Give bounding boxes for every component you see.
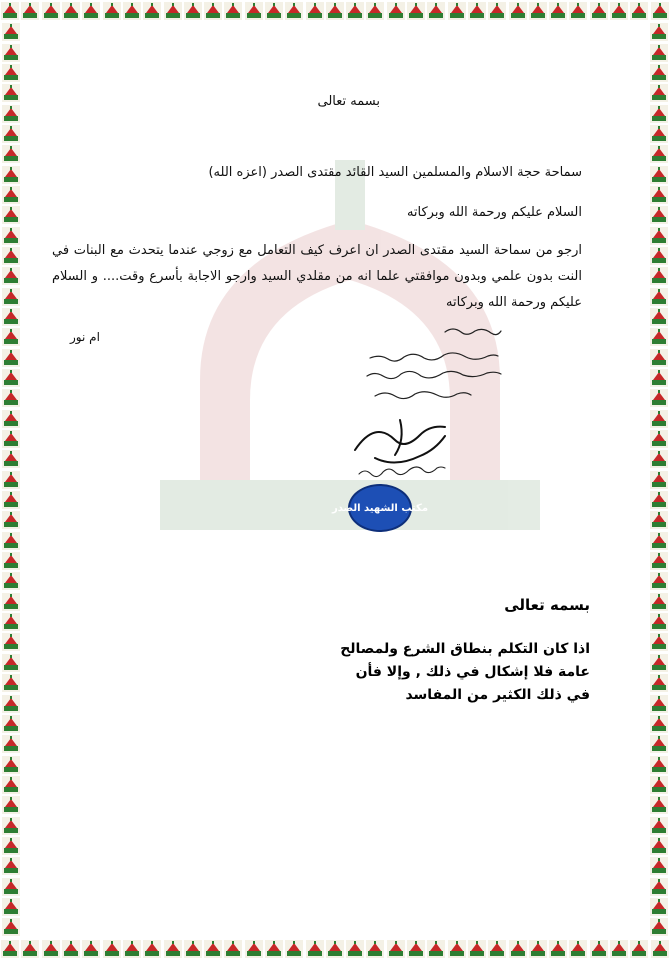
border-mosque-icon xyxy=(407,940,425,958)
border-mosque-icon xyxy=(650,227,668,245)
border-mosque-icon xyxy=(2,227,20,245)
border-mosque-icon xyxy=(245,940,263,958)
border-mosque-icon xyxy=(630,2,648,20)
border-mosque-icon xyxy=(224,940,242,958)
border-mosque-icon xyxy=(224,2,242,20)
border-mosque-icon xyxy=(387,2,405,20)
border-mosque-icon xyxy=(569,2,587,20)
border-mosque-icon xyxy=(21,940,39,958)
border-mosque-icon xyxy=(306,2,324,20)
border-mosque-icon xyxy=(650,288,668,306)
border-mosque-icon xyxy=(2,837,20,855)
border-mosque-icon xyxy=(651,2,669,20)
border-mosque-icon xyxy=(650,105,668,123)
border-mosque-icon xyxy=(2,125,20,143)
border-mosque-icon xyxy=(62,940,80,958)
answer-body xyxy=(290,638,590,707)
border-mosque-icon xyxy=(2,695,20,713)
border-mosque-icon xyxy=(610,2,628,20)
border-mosque-icon xyxy=(2,267,20,285)
border-mosque-icon xyxy=(2,471,20,489)
border-mosque-icon xyxy=(650,552,668,570)
border-mosque-icon xyxy=(164,940,182,958)
handwritten-reply-scribble xyxy=(355,318,515,413)
border-mosque-icon xyxy=(184,2,202,20)
border-mosque-icon xyxy=(630,940,648,958)
border-mosque-icon xyxy=(82,940,100,958)
border-mosque-icon xyxy=(2,186,20,204)
border-mosque-icon xyxy=(650,84,668,102)
letter-body: ارجو من سماحة السيد مقتدى الصدر ان اعرف كيف التعامل مع زوجي عندما يتحدث مع البنات في النت بدون علمي وبدون موافقتي علما انه من مقلدي السيد وارجو الاجابة بأسرع وقت.... و السلام عليكم ورحمة الله وبركاته xyxy=(52,243,582,310)
office-seal-text: مكتب الشهيد الصدر xyxy=(331,502,429,514)
decorative-border-left xyxy=(0,22,22,938)
border-mosque-icon xyxy=(346,940,364,958)
border-mosque-icon xyxy=(2,776,20,794)
border-mosque-icon xyxy=(488,940,506,958)
border-mosque-icon xyxy=(285,2,303,20)
border-mosque-icon xyxy=(2,23,20,41)
border-mosque-icon xyxy=(265,940,283,958)
border-mosque-icon xyxy=(2,613,20,631)
border-mosque-icon xyxy=(2,166,20,184)
border-mosque-icon xyxy=(2,349,20,367)
border-mosque-icon xyxy=(650,206,668,224)
border-mosque-icon xyxy=(650,756,668,774)
border-mosque-icon xyxy=(650,328,668,346)
border-mosque-icon xyxy=(650,532,668,550)
border-mosque-icon xyxy=(2,654,20,672)
border-mosque-icon xyxy=(21,2,39,20)
letter-sender: ام نور xyxy=(70,330,100,344)
border-mosque-icon xyxy=(427,2,445,20)
border-mosque-icon xyxy=(2,206,20,224)
letter-addressee: سماحة حجة الاسلام والمسلمين السيد القائد مقتدى الصدر (اعزه الله) xyxy=(208,165,582,180)
border-mosque-icon xyxy=(650,410,668,428)
border-mosque-icon xyxy=(650,430,668,448)
border-mosque-icon xyxy=(650,593,668,611)
border-mosque-icon xyxy=(529,2,547,20)
border-mosque-icon xyxy=(2,878,20,896)
border-mosque-icon xyxy=(650,389,668,407)
border-mosque-icon xyxy=(650,64,668,82)
border-mosque-icon xyxy=(650,715,668,733)
border-mosque-icon xyxy=(2,918,20,936)
border-mosque-icon xyxy=(2,247,20,265)
border-mosque-icon xyxy=(650,674,668,692)
border-mosque-icon xyxy=(650,633,668,651)
handwritten-date-scribble xyxy=(355,462,450,482)
border-mosque-icon xyxy=(590,940,608,958)
border-mosque-icon xyxy=(468,2,486,20)
border-mosque-icon xyxy=(650,145,668,163)
border-mosque-icon xyxy=(82,2,100,20)
border-mosque-icon xyxy=(650,450,668,468)
border-mosque-icon xyxy=(366,2,384,20)
border-mosque-icon xyxy=(123,940,141,958)
border-mosque-icon xyxy=(2,593,20,611)
border-mosque-icon xyxy=(2,898,20,916)
border-mosque-icon xyxy=(650,491,668,509)
border-mosque-icon xyxy=(650,857,668,875)
border-mosque-icon xyxy=(184,940,202,958)
border-mosque-icon xyxy=(650,878,668,896)
border-mosque-icon xyxy=(650,572,668,590)
border-mosque-icon xyxy=(2,410,20,428)
border-mosque-icon xyxy=(2,511,20,529)
border-mosque-icon xyxy=(245,2,263,20)
border-mosque-icon xyxy=(549,2,567,20)
border-mosque-icon xyxy=(650,735,668,753)
border-mosque-icon xyxy=(651,940,669,958)
border-mosque-icon xyxy=(427,940,445,958)
decorative-border-right xyxy=(648,22,670,938)
border-mosque-icon xyxy=(650,898,668,916)
border-mosque-icon xyxy=(650,817,668,835)
border-mosque-icon xyxy=(549,940,567,958)
border-mosque-icon xyxy=(2,84,20,102)
border-mosque-icon xyxy=(2,756,20,774)
border-mosque-icon xyxy=(509,940,527,958)
border-mosque-icon xyxy=(366,940,384,958)
border-mosque-icon xyxy=(2,145,20,163)
border-mosque-icon xyxy=(306,940,324,958)
border-mosque-icon xyxy=(448,940,466,958)
letter-greeting: السلام عليكم ورحمة الله وبركاته xyxy=(406,205,582,220)
answer-line: في ذلك الكثير من المفاسد xyxy=(405,687,590,703)
border-mosque-icon xyxy=(468,940,486,958)
border-mosque-icon xyxy=(448,2,466,20)
border-mosque-icon xyxy=(2,328,20,346)
border-mosque-icon xyxy=(650,267,668,285)
border-mosque-icon xyxy=(650,349,668,367)
border-mosque-icon xyxy=(650,654,668,672)
border-mosque-icon xyxy=(103,2,121,20)
border-mosque-icon xyxy=(346,2,364,20)
border-mosque-icon xyxy=(509,2,527,20)
border-mosque-icon xyxy=(2,64,20,82)
border-mosque-icon xyxy=(650,369,668,387)
border-mosque-icon xyxy=(488,2,506,20)
border-mosque-icon xyxy=(123,2,141,20)
border-mosque-icon xyxy=(650,125,668,143)
border-mosque-icon xyxy=(285,940,303,958)
border-mosque-icon xyxy=(103,940,121,958)
decorative-border-top xyxy=(0,0,670,22)
border-mosque-icon xyxy=(2,44,20,62)
border-mosque-icon xyxy=(650,776,668,794)
border-mosque-icon xyxy=(650,796,668,814)
border-mosque-icon xyxy=(2,552,20,570)
border-mosque-icon xyxy=(2,491,20,509)
border-mosque-icon xyxy=(650,613,668,631)
border-mosque-icon xyxy=(650,247,668,265)
border-mosque-icon xyxy=(529,940,547,958)
border-mosque-icon xyxy=(2,532,20,550)
border-mosque-icon xyxy=(2,430,20,448)
border-mosque-icon xyxy=(2,105,20,123)
letter-heading: بسمه تعالى xyxy=(317,94,380,109)
border-mosque-icon xyxy=(650,186,668,204)
answer-heading: بسمه تعالى xyxy=(504,596,590,614)
border-mosque-icon xyxy=(610,940,628,958)
border-mosque-icon xyxy=(650,918,668,936)
border-mosque-icon xyxy=(650,837,668,855)
answer-line: عامة فلا إشكال في ذلك , وإلا فأن xyxy=(355,664,590,680)
border-mosque-icon xyxy=(590,2,608,20)
decorative-border-bottom xyxy=(0,938,670,960)
border-mosque-icon xyxy=(2,308,20,326)
border-mosque-icon xyxy=(62,2,80,20)
border-mosque-icon xyxy=(204,940,222,958)
border-mosque-icon xyxy=(326,940,344,958)
border-mosque-icon xyxy=(326,2,344,20)
border-mosque-icon xyxy=(650,695,668,713)
border-mosque-icon xyxy=(650,471,668,489)
border-mosque-icon xyxy=(387,940,405,958)
border-mosque-icon xyxy=(650,44,668,62)
border-mosque-icon xyxy=(650,308,668,326)
border-mosque-icon xyxy=(1,940,19,958)
border-mosque-icon xyxy=(2,369,20,387)
border-mosque-icon xyxy=(2,450,20,468)
office-seal xyxy=(331,484,429,532)
border-mosque-icon xyxy=(2,674,20,692)
border-mosque-icon xyxy=(2,572,20,590)
border-mosque-icon xyxy=(42,2,60,20)
border-mosque-icon xyxy=(1,2,19,20)
border-mosque-icon xyxy=(650,166,668,184)
border-mosque-icon xyxy=(569,940,587,958)
border-mosque-icon xyxy=(42,940,60,958)
border-mosque-icon xyxy=(2,633,20,651)
border-mosque-icon xyxy=(2,715,20,733)
border-mosque-icon xyxy=(2,735,20,753)
border-mosque-icon xyxy=(2,817,20,835)
border-mosque-icon xyxy=(650,23,668,41)
border-mosque-icon xyxy=(164,2,182,20)
border-mosque-icon xyxy=(143,940,161,958)
answer-line: اذا كان التكلم بنطاق الشرع ولمصالح xyxy=(340,641,590,657)
border-mosque-icon xyxy=(650,511,668,529)
border-mosque-icon xyxy=(2,857,20,875)
border-mosque-icon xyxy=(143,2,161,20)
border-mosque-icon xyxy=(204,2,222,20)
border-mosque-icon xyxy=(2,389,20,407)
border-mosque-icon xyxy=(407,2,425,20)
border-mosque-icon xyxy=(2,796,20,814)
border-mosque-icon xyxy=(265,2,283,20)
border-mosque-icon xyxy=(2,288,20,306)
